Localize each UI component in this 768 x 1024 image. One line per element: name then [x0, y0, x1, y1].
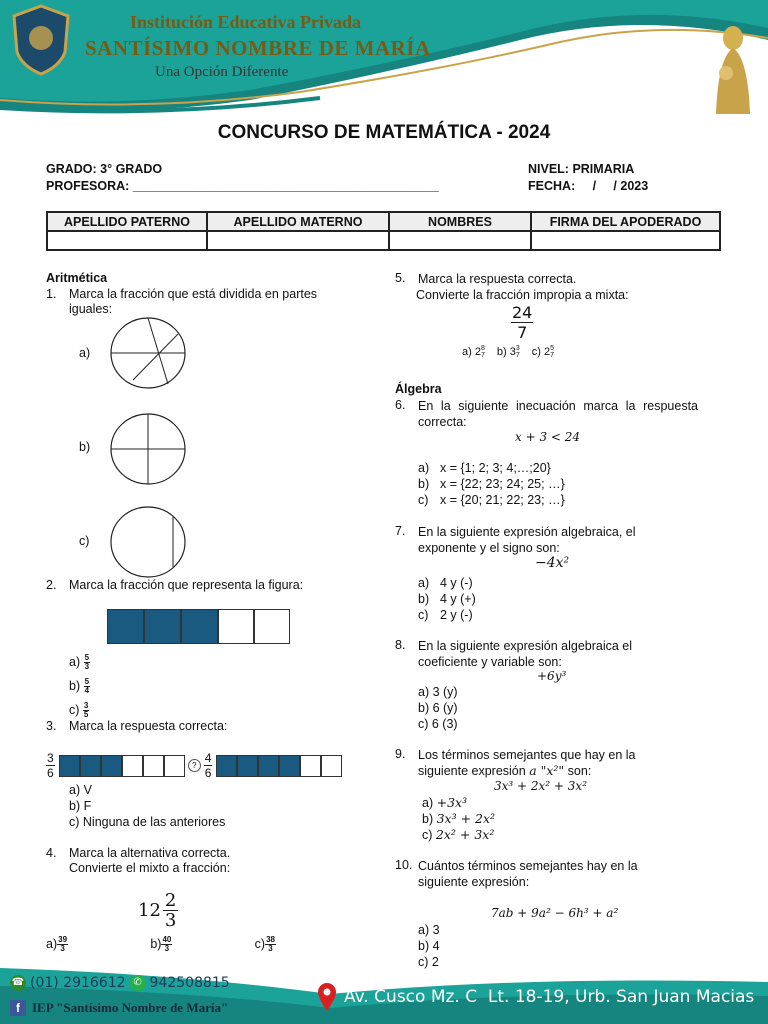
q5-option-fraction: [481, 345, 485, 359]
numerator: 5: [84, 677, 90, 687]
student-info-table: [46, 211, 721, 251]
q9-option-text: 3x³ + 2x²: [436, 811, 496, 826]
col-apellido-materno: APELLIDO MATERNO: [207, 212, 389, 231]
q4-option-label: b): [150, 936, 162, 951]
footer-facebook[interactable]: [10, 1000, 228, 1016]
q9-text-part: son:: [564, 764, 592, 778]
q9-option-label: b): [422, 812, 434, 826]
school-motto: Una Opción Diferente: [155, 64, 289, 80]
q2-text: Marca la fracción que representa la figura:: [69, 578, 304, 592]
q7-option-c[interactable]: [418, 607, 476, 623]
q1-circle-a[interactable]: [108, 316, 188, 390]
q6-option-label: c): [418, 493, 429, 507]
q8-option-b[interactable]: b) 6 (y): [418, 701, 458, 715]
input-firma[interactable]: [531, 231, 720, 250]
denominator: 3: [84, 662, 90, 672]
q3-text: Marca la respuesta correcta:: [69, 719, 228, 733]
numerator: 40: [162, 935, 172, 944]
q9-option-text: +3x³: [436, 795, 468, 810]
footer-address: [316, 982, 754, 1012]
q5-option-fraction: [550, 345, 554, 359]
crest-icon: [10, 4, 72, 76]
q3-bar-cell: [279, 755, 300, 777]
q8-expression: +6y³: [537, 669, 567, 683]
numerator: 38: [266, 935, 275, 944]
q3-bar-cell: [59, 755, 80, 777]
q3-option-b[interactable]: b) F: [69, 799, 92, 813]
col-apellido-paterno: APELLIDO PATERNO: [47, 212, 207, 231]
q3-comparison: [46, 751, 342, 780]
q5-option-label: c) 2: [531, 345, 551, 358]
page-footer: [0, 968, 768, 1024]
q3-bar-cell: [321, 755, 342, 777]
numerator: 5: [550, 345, 554, 352]
q9-option-c[interactable]: [422, 827, 495, 843]
q9-text-line1: Los términos semejantes que hay en la: [418, 748, 636, 762]
q2-number: 2.: [46, 578, 57, 592]
denominator: 7: [515, 352, 520, 359]
numerator: 8: [480, 345, 485, 352]
q7-option-text: 2 y (-): [440, 608, 473, 622]
q8-number: 8.: [395, 638, 406, 652]
q3-bar-cell: [258, 755, 279, 777]
q9-options: [422, 795, 495, 843]
date-field[interactable]: [528, 179, 648, 193]
phone-icon: ☎: [10, 975, 26, 991]
q8-options: [418, 684, 458, 732]
numerator: 2: [164, 890, 177, 911]
q7-option-text: 4 y (+): [440, 592, 476, 606]
q4-mixed-number: [138, 891, 178, 930]
q4-text: [69, 846, 230, 876]
q3-bar-cell: [300, 755, 321, 777]
q4-fraction: [163, 891, 178, 930]
q5-option-label: b) 3: [496, 345, 516, 358]
q3-bar-cell: [164, 755, 185, 777]
denominator: 6: [47, 766, 54, 780]
q4-option-fraction: [161, 936, 172, 953]
q2-bar-cell: [144, 609, 181, 644]
numerator: 3: [83, 701, 89, 711]
q3-bar-cell: [101, 755, 122, 777]
q9-number: 9.: [395, 747, 406, 761]
q3-bar-cell: [216, 755, 237, 777]
numerator: 5: [84, 653, 90, 663]
q7-option-label: a): [418, 576, 430, 590]
q10-expression: 7ab + 9a² − 6h³ + a²: [491, 906, 619, 920]
footer-facebook-text: IEP "Santísimo Nombre de María": [32, 1000, 229, 1015]
q8-option-a[interactable]: a) 3 (y): [418, 685, 458, 699]
numerator: 24: [512, 303, 533, 322]
q10-options: [418, 922, 440, 970]
page-title: CONCURSO DE MATEMÁTICA - 2024: [217, 122, 551, 143]
q9-expression: 3x³ + 2x² + 3x²: [494, 779, 588, 793]
q5-text-line2: Convierte la fracción impropia a mixta:: [416, 288, 629, 302]
q9-term: a "x²": [529, 763, 565, 778]
q2-bar-cell: [218, 609, 254, 644]
q2-option-fraction: [84, 654, 90, 671]
grade-label: GRADO: 3° GRADO: [46, 162, 163, 176]
q2-option-a[interactable]: [69, 650, 90, 674]
q5-option-b[interactable]: [497, 345, 520, 359]
q2-options: [69, 650, 90, 722]
q3-number: 3.: [46, 719, 57, 733]
q6-options: [418, 460, 565, 508]
q2-option-label: c): [69, 703, 80, 717]
q5-fraction: [511, 303, 533, 342]
section-algebra: Álgebra: [395, 382, 442, 396]
q10-option-a[interactable]: a) 3: [418, 923, 440, 937]
q4-option-b[interactable]: [150, 936, 172, 953]
q9-text-line2: [418, 763, 636, 779]
q5-text-line1: Marca la respuesta correcta.: [418, 272, 577, 286]
q9-option-a[interactable]: [422, 795, 495, 811]
q4-option-label: c): [254, 936, 266, 951]
q4-text-line1: Marca la alternativa correcta.: [69, 846, 231, 860]
denominator: 3: [164, 944, 170, 953]
whatsapp-icon: ✆: [130, 975, 146, 991]
school-name: SANTÍSIMO NOMBRE DE MARÍA: [85, 36, 431, 60]
q9-text: [418, 747, 636, 779]
denominator: 6: [204, 766, 212, 780]
q1-circle-c[interactable]: [108, 505, 188, 579]
virgin-mary-icon: [706, 18, 760, 116]
q5-option-c[interactable]: [532, 345, 554, 359]
numerator: 3: [515, 345, 520, 352]
q3-bar-cell: [237, 755, 258, 777]
q4-text-line2: Convierte el mixto a fracción:: [69, 861, 231, 875]
denominator: 4: [84, 686, 90, 696]
teacher-field[interactable]: PROFESORA: ____________________________________________: [46, 179, 439, 193]
denominator: 5: [83, 710, 89, 720]
denominator: 3: [164, 910, 177, 931]
col-firma: FIRMA DEL APODERADO: [531, 212, 720, 231]
q8-option-c[interactable]: c) 6 (3): [418, 717, 458, 731]
denominator: 7: [517, 323, 528, 342]
q3-fraction-2: [204, 751, 213, 780]
q9-option-text: 2x² + 3x²: [435, 827, 495, 842]
q5-text: [418, 271, 629, 303]
page-header: [0, 0, 768, 118]
q5-options: [462, 345, 554, 359]
q4-number: 4.: [46, 846, 57, 860]
q6-text: En la siguiente inecuación marca la respuesta correcta:: [418, 399, 698, 429]
q6-option-label: a): [418, 461, 430, 475]
q4-options: [46, 936, 276, 953]
q2-bar-cell: [181, 609, 218, 644]
q1-option-b-label[interactable]: b): [79, 440, 91, 454]
q2-bar-cell: [254, 609, 290, 644]
q9-text-part: siguiente expresión: [418, 764, 530, 778]
q3-fraction-1: [46, 751, 55, 780]
q7-option-label: c): [418, 608, 429, 622]
q7-option-a[interactable]: [418, 575, 476, 591]
q3-option-c[interactable]: c) Ninguna de las anteriores: [69, 815, 226, 829]
q3-compare-symbol-input[interactable]: ?: [188, 759, 201, 772]
numerator: 4: [204, 751, 212, 765]
q4-whole: 12: [138, 900, 161, 921]
q1-option-a-label[interactable]: a): [79, 346, 91, 360]
q4-option-fraction: [265, 936, 276, 953]
q1-circle-b[interactable]: [108, 412, 188, 486]
q6-expression: x + 3 < 24: [515, 430, 581, 444]
q7-option-text: 4 y (-): [440, 576, 473, 590]
q8-text: En la siguiente expresión algebraica el coeficiente y variable son:: [418, 639, 633, 669]
q6-option-a[interactable]: [418, 460, 565, 476]
location-pin-icon: [316, 982, 338, 1012]
denominator: 3: [60, 944, 65, 953]
q3-bar-cell: [80, 755, 101, 777]
q6-option-b[interactable]: [418, 476, 565, 492]
q10-number: 10.: [395, 858, 413, 872]
q10-option-b[interactable]: b) 4: [418, 939, 440, 953]
school-crest-logo: [10, 4, 72, 76]
numerator: 3: [47, 751, 54, 765]
q6-option-text: x = {20; 21; 22; 23; …}: [440, 493, 565, 507]
footer-address-text: Av. Cusco Mz. C Lt. 18-19, Urb. San Juan Macias: [344, 987, 755, 1007]
q4-option-c[interactable]: [255, 936, 276, 953]
footer-contacts: [10, 975, 230, 991]
q7-number: 7.: [395, 524, 406, 538]
q7-option-label: b): [418, 592, 430, 606]
col-nombres: NOMBRES: [389, 212, 531, 231]
date-value: : / / 2023: [571, 179, 649, 193]
q7-options: [418, 575, 476, 623]
date-label: FECHA: [528, 179, 572, 193]
q3-bar-cell: [122, 755, 143, 777]
numerator: 39: [58, 935, 68, 944]
q6-number: 6.: [395, 398, 406, 412]
q9-option-label: c): [422, 828, 433, 842]
q2-option-b[interactable]: [69, 674, 90, 698]
q5-number: 5.: [395, 271, 406, 285]
q2-option-fraction: [84, 678, 90, 695]
denominator: 7: [550, 352, 554, 359]
q2-fraction-bar: [107, 609, 290, 644]
q4-option-a[interactable]: [46, 936, 68, 953]
level-label: NIVEL: PRIMARIA: [528, 162, 635, 176]
q7-option-b[interactable]: [418, 591, 476, 607]
section-aritmetica: Aritmética: [46, 271, 108, 285]
q2-option-label: a): [69, 655, 81, 669]
input-nombres[interactable]: [389, 231, 531, 250]
q2-option-fraction: [83, 702, 89, 719]
q3-bar-cell: [143, 755, 164, 777]
q9-option-label: a): [422, 796, 434, 810]
q9-option-b[interactable]: [422, 811, 495, 827]
q6-option-text: x = {22; 23; 24; 25; …}: [440, 477, 565, 491]
q7-expression: −4x²: [535, 555, 570, 571]
q6-option-label: b): [418, 477, 430, 491]
q6-option-c[interactable]: [418, 492, 565, 508]
facebook-icon: f: [10, 1000, 26, 1016]
footer-whatsapp[interactable]: 942508815: [149, 975, 230, 991]
q5-option-a[interactable]: [462, 345, 485, 359]
input-apellido-materno[interactable]: [207, 231, 389, 250]
q7-text: En la siguiente expresión algebraica, el exponente y el signo son:: [418, 525, 636, 555]
q3-bar-2: [216, 755, 342, 777]
school-line1: Institución Educativa Privada: [130, 12, 362, 32]
q3-bar-1: [59, 755, 185, 777]
input-apellido-paterno[interactable]: [47, 231, 207, 250]
q2-option-label: b): [69, 679, 81, 693]
q6-option-text: x = {1; 2; 3; 4;…;20}: [440, 461, 551, 475]
virgin-mary-image: [706, 18, 760, 116]
q5-option-label: a) 2: [462, 345, 481, 358]
q1-text: Marca la fracción que está dividida en partes iguales:: [69, 287, 318, 316]
denominator: 7: [480, 352, 485, 359]
q4-option-fraction: [57, 936, 68, 953]
q3-options: [69, 782, 225, 830]
q10-text: Cuántos términos semejantes hay en la siguiente expresión:: [418, 859, 638, 889]
footer-phone[interactable]: (01) 2916612: [30, 975, 126, 991]
q10-option-c[interactable]: c) 2: [418, 955, 439, 969]
denominator: 3: [268, 944, 273, 953]
q1-number: 1.: [46, 287, 57, 301]
q1-option-c-label[interactable]: c): [79, 534, 90, 548]
q4-option-label: a): [46, 936, 58, 951]
q3-option-a[interactable]: a) V: [69, 783, 92, 797]
q2-bar-cell: [107, 609, 144, 644]
q5-option-fraction: [516, 345, 520, 359]
